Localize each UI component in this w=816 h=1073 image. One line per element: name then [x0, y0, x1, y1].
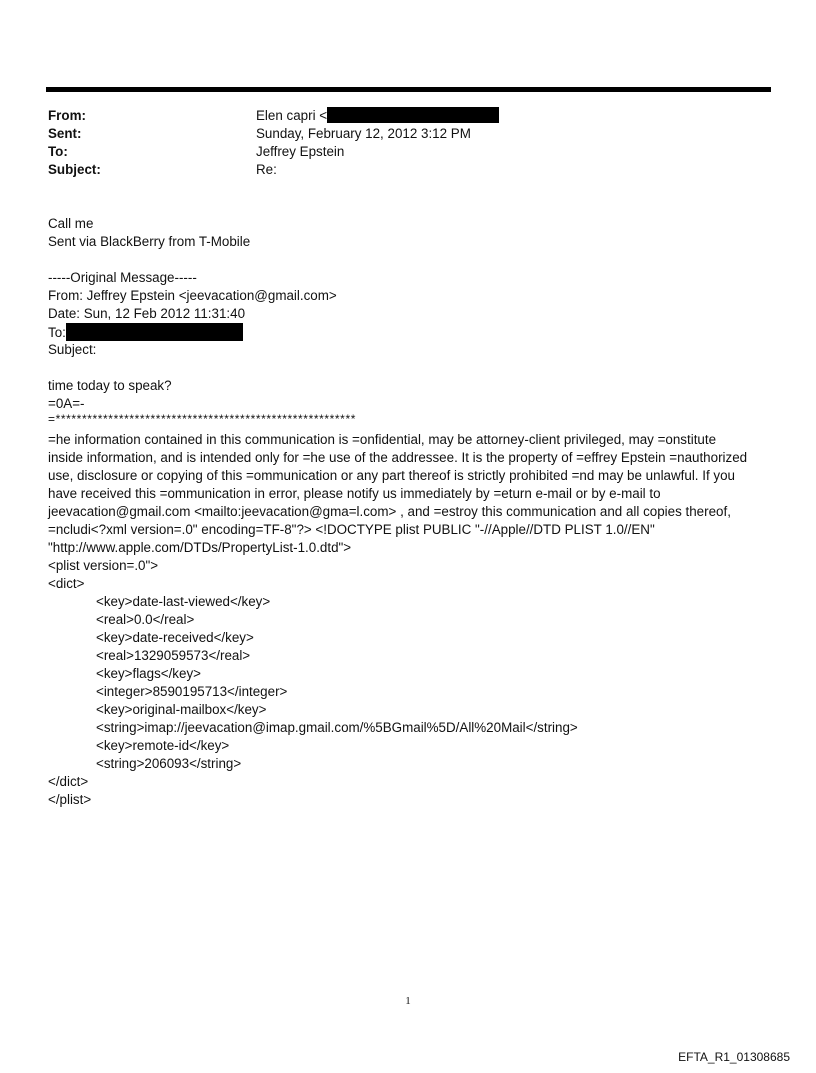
subject-row: [48, 161, 101, 179]
body-encoded-2: =*********************************************************: [48, 412, 356, 426]
plist-entry: <string>206093</string>: [96, 756, 242, 771]
plist-entry: <key>flags</key>: [96, 666, 201, 681]
original-divider: -----Original Message-----: [48, 270, 197, 285]
plist-entry: <key>remote-id</key>: [96, 738, 230, 753]
plist-entry: <real>0.0</real>: [96, 612, 195, 627]
body-encoded-1: =0A=-: [48, 396, 85, 411]
document-id: EFTA_R1_01308685: [678, 1050, 790, 1064]
plist-entry: <integer>8590195713</integer>: [96, 684, 288, 699]
disclaimer-line: =he information contained in this communication is =onfidential, may be attorney-client privileged, may =onstitute: [48, 432, 717, 447]
sent-row: [48, 125, 81, 143]
from-sender: Elen capri <: [256, 108, 328, 123]
sent-label: Sent:: [48, 126, 82, 141]
disclaimer-line: <dict>: [48, 576, 85, 591]
disclaimer-line: "http://www.apple.com/DTDs/PropertyList-1.0.dtd">: [48, 540, 352, 555]
sent-value: Sunday, February 12, 2012 3:12 PM: [256, 126, 471, 141]
closing-line: </dict>: [48, 774, 89, 789]
disclaimer-line: have received this =ommunication in error, please notify us immediately by =eturn e-mail or by e-mail to: [48, 486, 661, 501]
redaction-box: [66, 323, 243, 341]
plist-entry: <string>imap://jeevacation@imap.gmail.com/%5BGmail%5D/All%20Mail</string>: [96, 720, 578, 735]
reply-line-1: Call me: [48, 216, 94, 231]
plist-entry: <real>1329059573</real>: [96, 648, 251, 663]
disclaimer-line: jeevacation@gmail.com <mailto:jeevacation@gma=l.com> , and =estroy this communication and all copies thereof,: [48, 504, 731, 519]
closing-line: </plist>: [48, 792, 92, 807]
subject-value: Re:: [256, 162, 277, 177]
header-rule: [46, 87, 771, 92]
from-row: [48, 107, 86, 125]
reply-line-2: Sent via BlackBerry from T-Mobile: [48, 234, 251, 249]
original-to: [48, 323, 243, 342]
to-row: [48, 143, 68, 161]
body-question: time today to speak?: [48, 378, 172, 393]
original-to-label: To:: [48, 325, 66, 340]
plist-entry: <key>date-received</key>: [96, 630, 254, 645]
disclaimer-line: =ncludi<?xml version=.0" encoding=TF-8"?> <!DOCTYPE plist PUBLIC "-//Apple//DTD PLIST 1.0//EN": [48, 522, 655, 537]
disclaimer-line: <plist version=.0">: [48, 558, 159, 573]
plist-entry: <key>original-mailbox</key>: [96, 702, 267, 717]
plist-entry: <key>date-last-viewed</key>: [96, 594, 271, 609]
disclaimer-line: inside information, and is intended only for =he use of the addressee. It is the property of =effrey Epstein =nauthorized: [48, 450, 748, 465]
redaction-box: [327, 107, 499, 123]
original-subject: Subject:: [48, 342, 97, 357]
subject-label: Subject:: [48, 162, 101, 177]
to-label: To:: [48, 144, 68, 159]
original-date: Date: Sun, 12 Feb 2012 11:31:40: [48, 306, 246, 321]
to-value: Jeffrey Epstein: [256, 144, 345, 159]
page-number: 1: [405, 995, 411, 1007]
disclaimer-line: use, disclosure or copying of this =ommunication or any part thereof is strictly prohibited =nd may be unlawful. If you: [48, 468, 735, 483]
from-label: From:: [48, 108, 86, 123]
original-from: From: Jeffrey Epstein <jeevacation@gmail.com>: [48, 288, 337, 303]
from-value: [256, 107, 499, 125]
